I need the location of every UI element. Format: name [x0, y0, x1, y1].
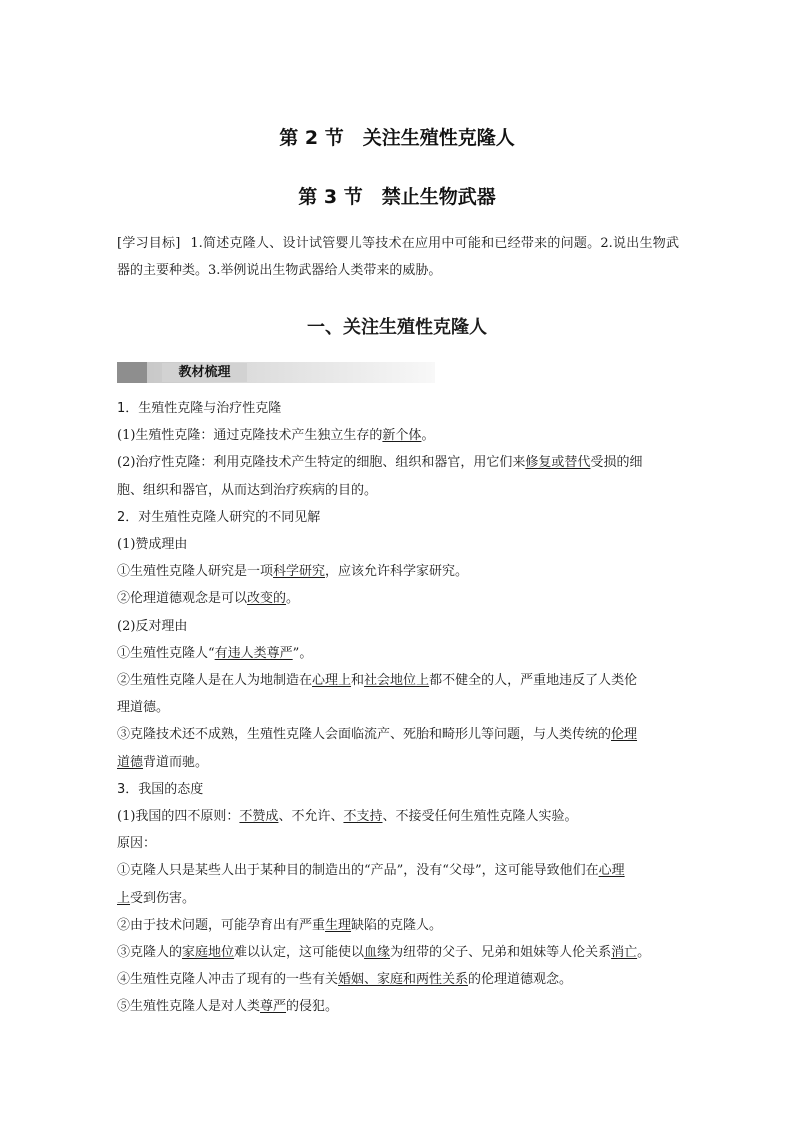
heading-3: 3．我国的态度 [117, 781, 204, 797]
cause-2: ②由于技术问题，可能孕育出有严重生理缺陷的克隆人。 [117, 917, 443, 933]
banner-accent [117, 362, 147, 383]
oppose-reason-3: ③克隆技术还不成熟，生殖性克隆人会面临流产、死胎和畸形儿等问题，与人类传统的伦理 [117, 727, 638, 743]
blank-answer: 血缘 [364, 945, 391, 961]
oppose-reason-3-cont: 道德背道而驰。 [117, 754, 209, 770]
content-body [117, 395, 679, 1021]
learning-goals-text: 1.简述克隆人、设计试管婴儿等技术在应用中可能和已经带来的问题。2.说出生物武器的主要种类。3.举例说出生物武器给人类带来的威胁。 [117, 236, 679, 278]
blank-answer: 有违人类尊严 [214, 645, 293, 661]
cause-5: ⑤生殖性克隆人是对人类尊严的侵犯。 [117, 999, 339, 1015]
heading-1: 1．生殖性克隆与治疗性克隆 [117, 401, 282, 416]
blank-answer: 婚姻、家庭和两性关系 [338, 972, 469, 988]
paragraph-therapeutic-cloning: (2)治疗性克隆：利用克隆技术产生特定的细胞、组织和器官，用它们来修复或替代受损的细 [117, 455, 643, 471]
learning-goals-tag: [学习目标] [117, 236, 181, 251]
learning-goals [117, 230, 679, 284]
subheading-oppose: (2)反对理由 [117, 618, 188, 634]
oppose-reason-2: ②生殖性克隆人是在人为地制造在心理上和社会地位上都不健全的人，严重地违反了人类伦 [117, 673, 638, 689]
blank-answer: 道德 [117, 754, 144, 770]
support-reason-2: ②伦理道德观念是可以改变的。 [117, 591, 300, 607]
blank-answer: 尊严 [260, 999, 287, 1015]
cause-1-cont: 上受到伤害。 [117, 890, 196, 906]
blank-answer: 科学研究 [273, 564, 326, 580]
four-no-principles: (1)我国的四不原则：不赞成、不允许、不支持、不接受任何生殖性克隆人实验。 [117, 809, 578, 825]
cause-3: ③克隆人的家庭地位难以认定，这可能使以血缘为纽带的父子、兄弟和姐妹等人伦关系消亡。 [117, 945, 651, 961]
blank-answer: 不支持 [343, 809, 383, 825]
part-heading: 一、关注生殖性克隆人 [307, 317, 487, 338]
blank-answer: 消亡 [611, 945, 638, 961]
blank-answer: 修复或替代 [525, 455, 591, 471]
oppose-reason-2-cont: 理道德。 [117, 700, 170, 716]
blank-answer: 家庭地位 [182, 945, 235, 961]
support-reason-1: ①生殖性克隆人研究是一项科学研究，应该允许科学家研究。 [117, 564, 469, 580]
blank-answer: 新个体 [382, 428, 422, 444]
paragraph-reproductive-cloning: (1)生殖性克隆：通过克隆技术产生独立生存的新个体。 [117, 428, 435, 444]
blank-answer: 改变的 [247, 591, 287, 607]
subheading-support: (1)赞成理由 [117, 537, 188, 553]
section-title-2: 第 2 节 关注生殖性克隆人 [279, 127, 515, 149]
blank-answer: 伦理 [611, 727, 638, 743]
blank-answer: 生理 [325, 917, 352, 933]
blank-answer: 社会地位上 [364, 673, 430, 689]
textbook-review-banner [117, 362, 435, 383]
paragraph-therapeutic-cloning-cont: 胞、组织和器官，从而达到治疗疾病的目的。 [117, 482, 378, 498]
heading-2: 2．对生殖性克隆人研究的不同见解 [117, 509, 321, 525]
oppose-reason-1: ①生殖性克隆人“有违人类尊严”。 [117, 645, 313, 661]
section-title-3: 第 3 节 禁止生物武器 [298, 186, 496, 208]
cause-1: ①克隆人只是某些人出于某种目的制造出的“产品”，没有“父母”，这可能导致他们在心理 [117, 863, 625, 879]
blank-answer: 心理 [598, 863, 625, 879]
blank-answer: 不赞成 [239, 809, 279, 825]
cause-4: ④生殖性克隆人冲击了现有的一些有关婚姻、家庭和两性关系的伦理道德观念。 [117, 972, 573, 988]
blank-answer: 心理上 [312, 673, 352, 689]
reasons-label: 原因： [117, 836, 157, 852]
blank-answer: 上 [117, 890, 131, 906]
banner-label: 教材梳理 [162, 363, 247, 382]
